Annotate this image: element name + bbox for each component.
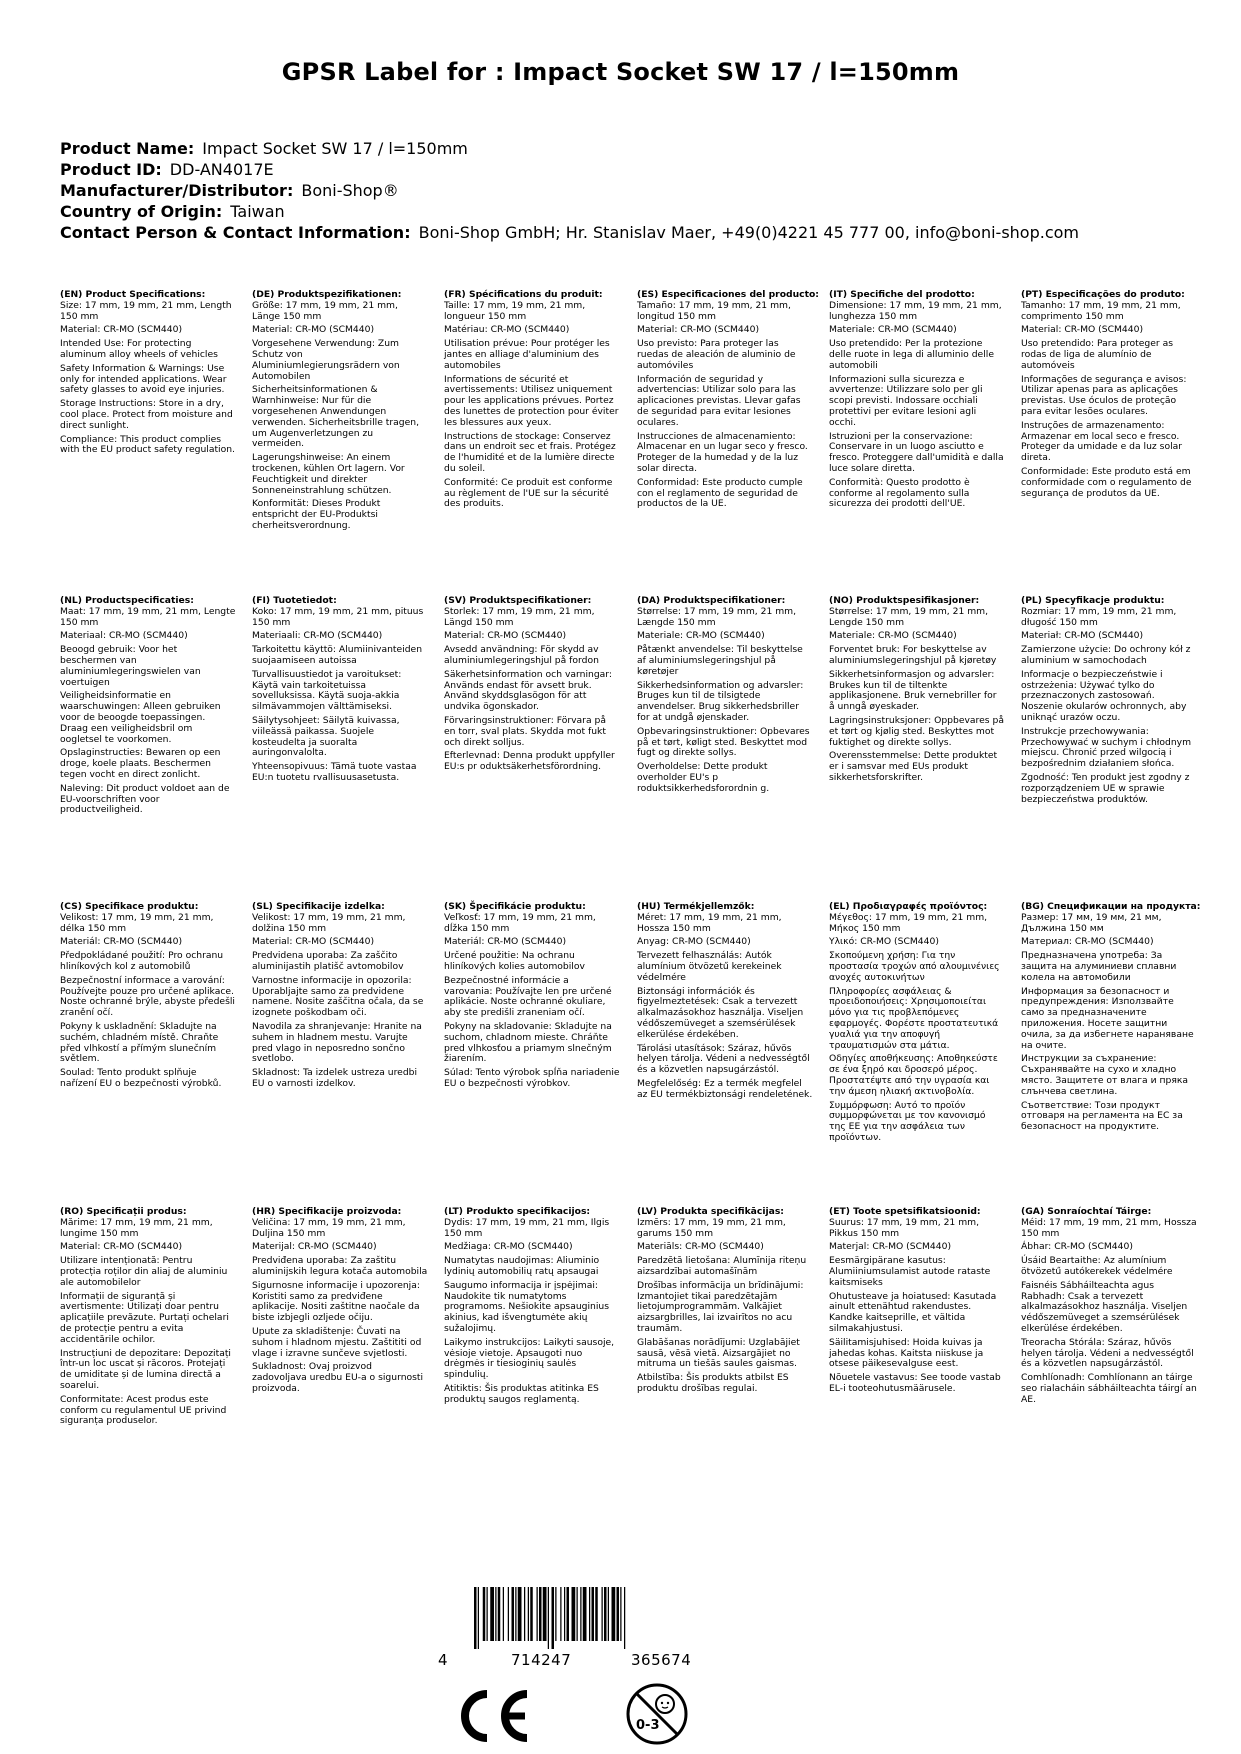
spec-card-heading: (ES) Especificaciones del producto: [637, 289, 819, 300]
barcode-bar [539, 1587, 542, 1641]
spec-card-text: Súlad: Tento výrobok spĺňa nariadenie EU o bezpečnosti výrobkov. [444, 1067, 620, 1089]
barcode-bar [490, 1587, 494, 1641]
spec-card-heading: (PL) Specyfikacje produktu: [1021, 595, 1165, 606]
spec-card-text: Tamaño: 17 mm, 19 mm, 21 mm, longitud 150 mm [637, 299, 791, 322]
spec-card-text: Material: CR-MO (SCM440) [1021, 324, 1144, 336]
spec-card-text: Saugumo informacija ir įspėjimai: Naudokite tik numatytoms programoms. Nešiokite apsauginius akinius, kad išvengtumėte akių sužalojimų. [444, 1279, 610, 1334]
barcode-bar [604, 1587, 607, 1641]
svg-text:0-3: 0-3 [636, 1718, 660, 1733]
spec-card-heading: (PT) Especificações do produto: [1021, 289, 1185, 300]
spec-card-text: Materiale: CR-MO (SCM440) [829, 324, 957, 336]
info-label: Product Name: [60, 139, 195, 158]
spec-card [829, 902, 1005, 1147]
barcode-digit-1: 4 [438, 1651, 449, 1669]
spec-card [60, 596, 236, 819]
spec-card-heading: (EL) Προδιαγραφές προϊόντος: [829, 901, 988, 912]
spec-card-text: Atitiktis: Šis produktas atitinka ES produktų saugos reglamentą. [444, 1382, 599, 1405]
spec-card-text: Overholdelse: Dette produkt overholder EU's p roduktsikkerhedsforordnin g. [637, 761, 770, 794]
spec-card-text: Veličina: 17 mm, 19 mm, 21 mm, Duljina 150 mm [252, 1216, 406, 1239]
spec-card-text: Instruções de armazenamento: Armazenar em local seco e fresco. Proteger da umidade e da luz solar direta. [1021, 419, 1183, 464]
spec-card-heading: (BG) Спецификации на продукта: [1021, 901, 1201, 912]
spec-card-text: Yhteensopivuus: Tämä tuote vastaa EU:n tuotetu rvallisuusasetusta. [252, 761, 417, 783]
barcode-bar [602, 1587, 603, 1641]
spec-card-text: Tárolási utasítások: Száraz, hűvös helyen tárolja. Védeni a nedvességtől és a közvetlen napsugárzástól. [637, 1042, 810, 1076]
spec-card-text: Größe: 17 mm, 19 mm, 21 mm, Länge 150 mm [252, 299, 398, 322]
ean-barcode [438, 1587, 738, 1682]
spec-card-text: Méid: 17 mm, 19 mm, 21 mm, Hossza 150 mm [1021, 1216, 1197, 1239]
spec-card-text: Sukladnost: Ovaj proizvod zadovoljava uredbu EU-a o sigurnosti proizvoda. [252, 1361, 424, 1394]
spec-card-text: Dydis: 17 mm, 19 mm, 21 mm, Ilgis 150 mm [444, 1216, 610, 1239]
spec-card-text: Materiaal: CR-MO (SCM440) [60, 630, 188, 642]
spec-card-text: Efterlevnad: Denna produkt uppfyller EU:s pr oduktsäkerhetsförordning. [444, 750, 615, 773]
spec-card-text: Sikkerhedsinformation og advarsler: Bruges kun til de tilsigtede anvendelser. Brug sikkerhedsbriller for at undgå øjenskader. [637, 679, 804, 723]
spec-card-text: Предназначена употреба: За защита на алуминиеви сплавни колела на автомобили [1021, 950, 1177, 983]
spec-card [444, 1207, 620, 1409]
spec-card-text: Určené použitie: Na ochranu hliníkových kolies automobilov [444, 950, 585, 972]
spec-card-heading: (NO) Produktspesifikasjoner: [829, 595, 980, 606]
spec-card-text: Megfelelőség: Ez a termék megfelel az EU termékbiztonsági rendeletének. [637, 1077, 813, 1100]
spec-card-text: Navodila za shranjevanje: Hranite na suhem in hladnem mestu. Varujte pred vlago in neposredno sončno svetlobo. [252, 1020, 422, 1065]
spec-card-heading: (FR) Spécifications du produit: [444, 289, 603, 300]
barcode-bar [595, 1587, 598, 1641]
language-spec-grid [60, 290, 1220, 1520]
spec-card [637, 1207, 813, 1398]
spec-card-heading: (LT) Produkto specifikacijos: [444, 1206, 591, 1217]
barcode-bar [552, 1587, 555, 1649]
spec-card [252, 596, 428, 787]
spec-card-text: Utilizare intenționată: Pentru protecția roților din aliaj de aluminiu ale automobilelor [60, 1255, 228, 1288]
spec-card-text: Materiale: CR-MO (SCM440) [829, 630, 957, 642]
barcode-bar [512, 1587, 515, 1641]
spec-card-text: Materijal: CR-MO (SCM440) [252, 1241, 377, 1253]
spec-card-text: Tamanho: 17 mm, 19 mm, 21 mm, comprimento 150 mm [1021, 299, 1181, 322]
spec-card-text: Forventet bruk: For beskyttelse av aluminiumslegeringshjul på kjøretøy [829, 644, 997, 666]
spec-card-heading: (SL) Specifikacije izdelka: [252, 901, 385, 912]
spec-card-text: Naleving: Dit product voldoet aan de EU-voorschriften voor productveiligheid. [60, 782, 230, 816]
spec-card-text: Informazioni sulla sicurezza e avvertenze: Utilizzare solo per gli scopi previsti. Indossare occhiali protettivi per evitare lesioni agli occhi. [829, 373, 983, 428]
barcode-bar [498, 1587, 501, 1641]
spec-card-text: Opslaginstructies: Bewaren op een droge, koele plaats. Beschermen tegen vocht en direct zonlicht. [60, 747, 221, 780]
spec-card-text: Material: CR-MO (SCM440) [444, 630, 567, 642]
spec-card-heading: (LV) Produkta specifikācijas: [637, 1206, 784, 1217]
barcode-bar [530, 1587, 533, 1641]
spec-card [252, 290, 428, 535]
spec-card-text: Předpokládané použití: Pro ochranu hliníkových kol z automobilů [60, 950, 224, 972]
spec-card-text: Veľkosť: 17 mm, 19 mm, 21 mm, dĺžka 150 mm [444, 911, 596, 934]
spec-card-text: Méret: 17 mm, 19 mm, 21 mm, Hossza 150 mm [637, 911, 782, 934]
spec-card-text: Velikost: 17 mm, 19 mm, 21 mm, dolžina 150 mm [252, 911, 406, 934]
spec-card-heading: (NL) Productspecificaties: [60, 595, 194, 606]
product-info [60, 138, 1079, 243]
spec-card-text: Οδηγίες αποθήκευσης: Αποθηκεύστε σε ένα ξηρό και δροσερό μέρος. Προστατέψτε από την υγρασία και την άμεση ηλιακή ακτινοβολία. [829, 1053, 998, 1097]
spec-card-text: Conformidad: Este producto cumple con el reglamento de seguridad de productos de la UE. [637, 476, 803, 510]
spec-card-heading: (ET) Toote spetsifikatsioonid: [829, 1206, 981, 1217]
spec-card-heading: (HU) Termékjellemzők: [637, 901, 755, 912]
barcode-bar [580, 1587, 581, 1641]
spec-card-text: Säilytysohjeet: Säilytä kuivassa, viileässä paikassa. Suojele kosteudelta ja suoralta auringonvalolta. [252, 714, 400, 759]
spec-card-text: Anyag: CR-MO (SCM440) [637, 936, 751, 948]
spec-card [60, 902, 236, 1093]
spec-card-text: Velikost: 17 mm, 19 mm, 21 mm, délka 150 mm [60, 911, 214, 934]
spec-card-text: Intended Use: For protecting aluminum alloy wheels of vehicles [60, 338, 218, 360]
spec-card-text: Taille: 17 mm, 19 mm, 21 mm, longueur 150 mm [444, 299, 586, 322]
spec-card-text: Storage Instructions: Store in a dry, cool place. Protect from moisture and direct sunlight. [60, 398, 233, 431]
spec-card-text: Pokyny na skladovanie: Skladujte na suchom, chladnom mieste. Chráňte pred vlhkosťou a priamym slnečným žiarením. [444, 1020, 612, 1065]
spec-card-text: Πληροφορίες ασφάλειας & προειδοποιήσεις: Χρησιμοποιείται μόνο για τις προβλεπόμενες εφαρμογές. Φορέστε προστατευτικά γυαλιά για την αποφυγή τραυματισμών στα μάτια. [829, 985, 999, 1051]
spec-card [444, 902, 620, 1093]
barcode-bar [564, 1587, 565, 1641]
barcode-bar [503, 1587, 504, 1641]
spec-card-text: Tervezett felhasználás: Autók alumínium ötvözetű kerekeinek védelmére [637, 950, 782, 983]
spec-card-text: Instructions de stockage: Conservez dans un endroit sec et frais. Protégez de l'humidité et de la lumière directe du soleil. [444, 430, 616, 474]
spec-card [637, 289, 819, 513]
barcode-bar [495, 1587, 496, 1641]
spec-card-heading: (DE) Produktspezifikationen: [252, 289, 402, 300]
spec-card [1021, 1207, 1197, 1409]
spec-card-text: Sigurnosne informacije i upozorenja: Koristiti samo za predviđene aplikacije. Nositi zaštitne naočale da biste izbjegli ozljede očiju. [252, 1279, 420, 1324]
spec-card-text: Predvidena uporaba: Za zaščito aluminijastih platišč avtomobilov [252, 950, 404, 972]
spec-card-heading: (HR) Specifikacije proizvoda: [252, 1206, 402, 1217]
spec-card-text: Predviđena uporaba: Za zaštitu aluminijskih legura kotača automobila [252, 1255, 428, 1277]
spec-card-text: Bezpečnostné informácie a varovania: Používajte len pre určené aplikácie. Noste ochranné okuliare, aby ste predišli zraneniam očí. [444, 974, 612, 1019]
manufacturer-row [60, 180, 1079, 201]
spec-card-text: Konformität: Dieses Produkt entspricht der EU-Produktsi cherheitsverordnung. [252, 498, 381, 531]
barcode-bar [474, 1587, 477, 1649]
spec-card-text: Sicherheitsinformationen & Warnhinweise: Nur für die vorgesehenen Anwendungen verwenden. Sicherheitsbrille tragen, um Augenverletzungen zu vermeiden. [252, 384, 420, 450]
not-for-children-0-3-icon [625, 1682, 689, 1746]
spec-card-heading: (SK) Špecifikácie produktu: [444, 901, 586, 912]
barcode-bar [524, 1587, 525, 1641]
spec-card-heading: (EN) Product Specifications: [60, 289, 206, 300]
spec-card [1021, 901, 1201, 1136]
spec-card-text: Skladnost: Ta izdelek ustreza uredbi EU o varnosti izdelkov. [252, 1067, 418, 1089]
spec-card [60, 290, 236, 459]
spec-card-text: Izmērs: 17 mm, 19 mm, 21 mm, garums 150 mm [637, 1216, 786, 1239]
spec-card-text: Υλικό: CR-MO (SCM440) [829, 936, 939, 948]
spec-card-text: Informacje o bezpieczeństwie i ostrzeżenia: Używać tylko do przeznaczonych zastosowań. Noszenie okularów ochronnych, aby uniknąć urazów oczu. [1021, 668, 1187, 723]
barcode-bar [577, 1587, 578, 1641]
spec-card-text: Uso pretendido: Para proteger as rodas de liga de alumínio de automóveis [1021, 338, 1174, 371]
spec-card-heading: (SV) Produktspecifikationer: [444, 595, 592, 606]
spec-card-text: Materiāls: CR-MO (SCM440) [637, 1241, 764, 1253]
spec-card [252, 1207, 428, 1398]
info-label: Country of Origin: [60, 202, 223, 221]
info-value: Taiwan [230, 202, 285, 221]
spec-card-text: Zgodność: Ten produkt jest zgodny z rozporządzeniem UE w sprawie bezpieczeństwa produktów. [1021, 771, 1190, 805]
spec-card-text: Instrukcje przechowywania: Przechowywać w suchym i chłodnym miejscu. Chronić przed wilgocią i bezpośrednim działaniem słońca. [1021, 725, 1192, 770]
spec-card-text: Размер: 17 мм, 19 мм, 21 мм, Дължина 150 мм [1021, 911, 1162, 934]
spec-card [444, 290, 620, 513]
barcode-bar [518, 1587, 522, 1641]
spec-card-text: Materjal: CR-MO (SCM440) [829, 1241, 952, 1253]
spec-card-text: Úsáid Beartaithe: Az alumínium ötvözetű autókerekek védelmére [1021, 1255, 1173, 1277]
spec-card-text: Materiál: CR-MO (SCM440) [444, 936, 567, 948]
spec-card-text: Zamierzone użycie: Do ochrony kół z aluminium w samochodach [1021, 644, 1191, 666]
barcode-bar [548, 1587, 549, 1649]
country-row [60, 201, 1079, 222]
barcode-bar [572, 1587, 576, 1641]
spec-card-text: Vorgesehene Verwendung: Zum Schutz von Aluminiumlegierungsrädern von Automobilen [252, 338, 400, 382]
spec-card-text: Beoogd gebruik: Voor het beschermen van aluminiumlegeringswielen van voertuigen [60, 644, 201, 688]
product-id-row [60, 159, 1079, 180]
spec-card-text: Varnostne informacije in opozorila: Uporabljajte samo za predvidene namene. Nosite zaščitna očala, da se izognete poškodbam oči. [252, 974, 424, 1019]
spec-card-text: Uso pretendido: Per la protezione delle ruote in lega di alluminio delle automobili [829, 338, 994, 371]
barcode-bar [487, 1587, 488, 1641]
spec-card-text: Material: CR-MO (SCM440) [252, 324, 375, 336]
spec-card-text: Suurus: 17 mm, 19 mm, 21 mm, Pikkus 150 mm [829, 1216, 980, 1239]
barcode-bar [555, 1587, 556, 1641]
barcode-digits-3: 365674 [631, 1651, 692, 1669]
spec-card-text: Matériau: CR-MO (SCM440) [444, 324, 570, 336]
spec-card-text: Nõuetele vastavus: See toode vastab EL-i tooteohutusmäärusele. [829, 1372, 1001, 1394]
info-value: Impact Socket SW 17 / l=150mm [202, 139, 468, 158]
spec-card-text: Tarkoitettu käyttö: Alumiinivanteiden suojaamiseen autoissa [252, 644, 423, 666]
spec-card-text: Lagringsinstruksjoner: Oppbevares på et tørt og kjølig sted. Beskyttes mot fuktighet og direkte sollys. [829, 714, 1004, 748]
spec-card-text: Materiaali: CR-MO (SCM440) [252, 630, 383, 642]
barcode-bars [474, 1587, 734, 1649]
spec-card-text: Informations de sécurité et avertissements: Utilisez uniquement pour les applications prévues. Portez des lunettes de protection pour éviter les blessures aux yeux. [444, 373, 619, 428]
spec-card [252, 902, 428, 1093]
spec-card-text: Material: CR-MO (SCM440) [252, 936, 375, 948]
spec-card-text: Ábhar: CR-MO (SCM440) [1021, 1241, 1133, 1253]
spec-card [829, 290, 1005, 513]
spec-card-text: Conformitate: Acest produs este conform cu regulamentul UE privind siguranța produselor. [60, 1393, 227, 1427]
spec-card-text: Påtænkt anvendelse: Til beskyttelse af aluminiumslegeringshjul på køretøjer [637, 644, 803, 677]
spec-card-text: Informații de siguranță și avertismente: Utilizați doar pentru aplicațiile prevăzute. Purtați ochelari de protecție pentru a evita accidentările ochilor. [60, 1290, 229, 1345]
spec-card-text: Bezpečnostní informace a varování: Používejte pouze pro určené aplikace. Noste ochranné brýle, abyste předešli zranění očí. [60, 974, 235, 1019]
spec-card-text: Opbevaringsinstruktioner: Opbevares på et tørt, køligt sted. Beskyttet mod fugt og direkte sollys. [637, 725, 810, 759]
spec-card-text: Material: CR-MO (SCM440) [637, 324, 760, 336]
spec-card-text: Compliance: This product complies with the EU product safety regulation. [60, 433, 235, 456]
barcode-bar [589, 1587, 590, 1641]
spec-card [60, 1207, 236, 1430]
spec-card-text: Conformidade: Este produto está em conformidade com o regulamento de segurança de produtos da UE. [1021, 465, 1192, 499]
spec-card-text: Medžiaga: CR-MO (SCM440) [444, 1241, 573, 1253]
spec-card-text: Lagerungshinweise: An einem trockenen, kühlen Ort lagern. Vor Feuchtigkeit und direkter Sonneneinstrahlung schützen. [252, 452, 405, 496]
spec-card-text: Størrelse: 17 mm, 19 mm, 21 mm, Lengde 150 mm [829, 605, 989, 628]
spec-card-text: Информация за безопасност и предупреждения: Използвайте само за предназначените приложения. Носете защитни очила, за да избегнете нараняване на очите. [1021, 985, 1194, 1051]
barcode-bar [620, 1587, 621, 1641]
info-label: Product ID: [60, 160, 162, 179]
spec-card-text: Koko: 17 mm, 19 mm, 21 mm, pituus 150 mm [252, 605, 424, 628]
spec-card-text: Istruzioni per la conservazione: Conservare in un luogo asciutto e fresco. Proteggere dall'umidità e dalla luce solare diretta. [829, 430, 1004, 474]
spec-card-text: Säkerhetsinformation och varningar: Används endast för avsett bruk. Använd skyddsglasögon för att undvika ögonskador. [444, 668, 613, 713]
spec-card-text: Overensstemmelse: Dette produktet er i samsvar med EUs produkt sikkerhetsforskrifter. [829, 750, 998, 783]
spec-card-text: Pokyny k uskladnění: Skladujte na suchém, chladném místě. Chraňte před vlhkostí a přímým slunečním světlem. [60, 1020, 219, 1065]
barcode-bar [508, 1587, 509, 1641]
ce-mark-icon [453, 1688, 533, 1744]
spec-card-text: Conformité: Ce produit est conforme au règlement de l'UE sur la sécurité des produits. [444, 476, 613, 510]
spec-card-text: Maat: 17 mm, 19 mm, 21 mm, Lengte 150 mm [60, 605, 236, 628]
spec-card-text: Safety Information & Warnings: Use only for intended applications. Wear safety glasses to avoid eye injuries. [60, 362, 227, 396]
page-title: GPSR Label for : Impact Socket SW 17 / l=150mm [281, 58, 960, 86]
spec-card-text: Material: CR-MO (SCM440) [60, 324, 183, 336]
spec-card-text: Soulad: Tento produkt splňuje nařízení EU o bezpečnosti výrobků. [60, 1067, 222, 1089]
spec-card-text: Comhlíonadh: Comhlíonann an táirge seo rialacháin sábháilteachta táirgí an AE. [1021, 1372, 1197, 1405]
spec-card-text: Size: 17 mm, 19 mm, 21 mm, Length 150 mm [60, 299, 232, 322]
spec-card-text: Förvaringsinstruktioner: Förvara på en torr, sval plats. Skydda mot fukt och direkt solljus. [444, 714, 606, 748]
spec-card-text: Avsedd användning: För skydd av aluminiumlegeringshjul på fordon [444, 644, 599, 666]
spec-card-text: Instrucciones de almacenamiento: Almacenar en un lugar seco y fresco. Proteger de la humedad y de la luz solar directa. [637, 430, 808, 474]
spec-card-heading: (RO) Specificații produs: [60, 1206, 187, 1217]
spec-card [637, 596, 813, 798]
spec-card-text: Conformità: Questo prodotto è conforme al regolamento sulla sicurezza dei prodotti dell'UE. [829, 476, 970, 510]
spec-card-text: Uso previsto: Para proteger las ruedas de aleación de aluminio de automóviles [637, 338, 796, 371]
spec-card-text: Utilisation prévue: Pour protéger les jantes en alliage d'aluminium des automobiles [444, 338, 610, 371]
spec-card [637, 902, 813, 1104]
spec-card-text: Informações de segurança e avisos: Utilizar apenas para as aplicações previstas. Use óculos de proteção para evitar lesões oculares. [1021, 373, 1187, 417]
spec-card-text: Numatytas naudojimas: Aliuminio lydinių automobilių ratų apsaugai [444, 1255, 600, 1277]
spec-card [444, 596, 620, 776]
spec-card-text: Dimensione: 17 mm, 19 mm, 21 mm, lunghezza 150 mm [829, 299, 1002, 322]
spec-card-text: Storlek: 17 mm, 19 mm, 21 mm, Längd 150 mm [444, 605, 595, 628]
spec-card-text: Съответствие: Този продукт отговаря на регламента на ЕС за безопасност на продуктите. [1021, 1099, 1183, 1133]
spec-card-text: Laikymo instrukcijos: Laikyti sausoje, vėsioje vietoje. Apsaugoti nuo drėgmės ir tiesioginių saulės spindulių. [444, 1336, 615, 1381]
barcode-bar [583, 1587, 587, 1641]
contact-row [60, 222, 1079, 243]
spec-card-text: Treoracha Stórála: Száraz, hűvös helyen tárolja. Védeni a nedvességtől és a közvetlen napsugárzástól. [1021, 1336, 1194, 1370]
spec-card-text: Faisnéis Sábháilteachta agus Rabhadh: Csak a tervezett alkalmazásokhoz használja. Viseljen védőszemüveget a szemsérülések elkerülése érdekében. [1021, 1279, 1188, 1334]
barcode-bar [617, 1587, 620, 1641]
spec-card-text: Veiligheidsinformatie en waarschuwingen: Alleen gebruiken voor de beoogde toepassingen. Draag een veiligheidsbril om oogletsel te voorkomen. [60, 690, 221, 745]
spec-card-text: Материал: CR-MO (SCM440) [1021, 936, 1154, 948]
spec-card [829, 596, 1005, 787]
spec-card-text: Rozmiar: 17 mm, 19 mm, 21 mm, długość 150 mm [1021, 605, 1177, 628]
spec-card-text: Instrucțiuni de depozitare: Depozitați într-un loc uscat și răcoros. Protejați de umiditate și de lumina directă a soarelui. [60, 1347, 231, 1391]
spec-card-heading: (GA) Sonraíochtaí Táirge: [1021, 1206, 1152, 1217]
barcode-bar [543, 1587, 547, 1641]
spec-card-text: Material: CR-MO (SCM440) [60, 1241, 183, 1253]
spec-card-text: Materiał: CR-MO (SCM440) [1021, 630, 1144, 642]
spec-card-text: Størrelse: 17 mm, 19 mm, 21 mm, Længde 150 mm [637, 605, 797, 628]
barcode-bar [608, 1587, 609, 1641]
spec-card [829, 1207, 1005, 1398]
spec-card-text: Drošības informācija un brīdinājumi: Izmantojiet tikai paredzētajām lietojumprogrammām. Valkājiet aizsargbrilles, lai izvairītos no acu traumām. [637, 1279, 804, 1334]
barcode-bar [478, 1587, 479, 1649]
spec-card-text: Sikkerhetsinformasjon og advarsler: Brukes kun til de tiltenkte applikasjonene. Bruk vernebriller for å unngå øyeskader. [829, 668, 997, 713]
spec-card-text: Turvallisuustiedot ja varoitukset: Käytä vain tarkoitetuissa sovelluksissa. Käytä suoja-akkia silmävammojen välttämiseksi. [252, 668, 402, 713]
info-label: Manufacturer/Distributor: [60, 181, 294, 200]
spec-card-text: Información de seguridad y advertencias: Utilizar solo para las aplicaciones previstas. Llevar gafas de seguridad para evitar lesiones oculares. [637, 373, 801, 428]
barcode-bar [528, 1587, 529, 1641]
spec-card-text: Biztonsági információk és figyelmeztetések: Csak a tervezett alkalmazásokhoz használja. Viseljen védőszemüveget a szemsérülések elkerülése érdekében. [637, 985, 804, 1040]
spec-card-heading: (DA) Produktspecifikationer: [637, 595, 786, 606]
barcode-bar [483, 1587, 486, 1641]
barcode-digits-2: 714247 [511, 1651, 572, 1669]
barcode-bar [537, 1587, 538, 1641]
spec-card-text: Συμμόρφωση: Αυτό το προϊόν συμμορφώνεται με τον κανονισμό της ΕΕ για την ασφάλεια των προϊόντων. [829, 1099, 986, 1143]
barcode-bar [612, 1587, 616, 1641]
barcode-bar [624, 1587, 625, 1649]
info-value: Boni-Shop® [301, 181, 399, 200]
spec-card-text: Säilitamisjuhised: Hoida kuivas ja jahedas kohas. Kaitsta niiskuse ja otsese päikesevalguse eest. [829, 1336, 984, 1370]
spec-card-heading: (CS) Specifikace produktu: [60, 901, 199, 912]
spec-card-text: Materiál: CR-MO (SCM440) [60, 936, 183, 948]
spec-card-text: Atbilstība: Šis produkts atbilst ES produktu drošības regulai. [637, 1372, 789, 1394]
barcode-bar [567, 1587, 570, 1641]
info-value: Boni-Shop GmbH; Hr. Stanislav Maer, +49(0)4221 45 777 00, info@boni-shop.com [418, 223, 1079, 242]
spec-card-heading: (IT) Specifiche del prodotto: [829, 289, 975, 300]
spec-card-text: Eesmärgipärane kasutus: Alumiiniumsulamist autode rataste kaitsmiseks [829, 1255, 991, 1288]
spec-card-text: Mărime: 17 mm, 19 mm, 21 mm, lungime 150 mm [60, 1216, 213, 1239]
spec-card [1021, 290, 1197, 502]
product-name-row [60, 138, 1079, 159]
spec-card-text: Upute za skladištenje: Čuvati na suhom i hladnom mjestu. Zaštititi od vlage i izravne sunčeve svjetlosti. [252, 1325, 422, 1359]
spec-card-text: Μέγεθος: 17 mm, 19 mm, 21 mm, Μήκος 150 mm [829, 911, 988, 934]
info-label: Contact Person & Contact Information: [60, 223, 411, 242]
info-value: DD-AN4017E [169, 160, 274, 179]
spec-card [1021, 596, 1197, 808]
spec-card-text: Materiale: CR-MO (SCM440) [637, 630, 765, 642]
spec-card-text: Σκοπούμενη χρήση: Για την προστασία τροχών από αλουμινένιες ανοχές αυτοκινήτων [829, 950, 1000, 983]
spec-card-text: Paredzētā lietošana: Alumīnija riteņu aizsardzībai automašīnām [637, 1255, 807, 1277]
spec-card-text: Glabāšanas norādījumi: Uzglabājiet sausā, vēsā vietā. Aizsargājiet no mitruma un tiešās saules gaismas. [637, 1336, 800, 1370]
barcode-bar [560, 1587, 561, 1641]
barcode-bar [592, 1587, 595, 1641]
spec-card-text: Ohutusteave ja hoiatused: Kasutada ainult ettenähtud rakendustes. Kandke kaitseprille, et vältida silmakahjustusi. [829, 1290, 997, 1334]
spec-card-heading: (FI) Tuotetiedot: [252, 595, 337, 606]
barcode-bar [515, 1587, 516, 1641]
spec-card-text: Инструкции за съхранение: Съхранявайте на сухо и хладно място. Защитете от влага и пряка слънчева светлина. [1021, 1053, 1189, 1097]
